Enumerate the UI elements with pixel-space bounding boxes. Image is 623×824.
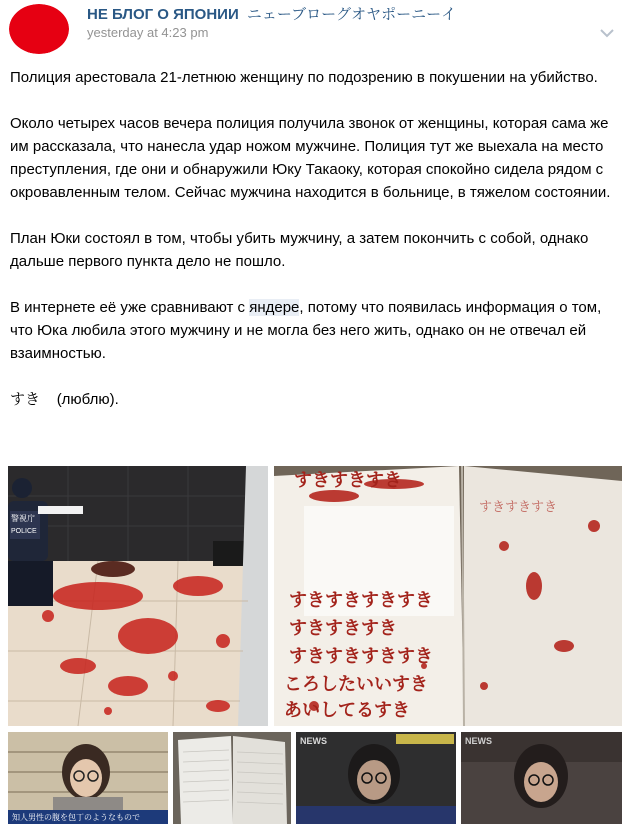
- chevron-down-icon[interactable]: [600, 28, 614, 38]
- notebook-line-2: すきすきすきすき: [289, 590, 433, 610]
- suspect-photo-3: [461, 732, 622, 824]
- notebook-line-7: あいしてるすき: [284, 700, 410, 720]
- notebook-line-4: すきすきすきすき: [289, 646, 433, 666]
- suki-ru: (люблю).: [56, 391, 119, 408]
- suki-jp: すき: [10, 391, 41, 408]
- police-badge-text: 警視庁: [11, 514, 35, 523]
- paragraph-call: Около четырех часов вечера полиция получила звонок от женщины, которая сама же им рассказала, что нанесла удар ножом мужчине. Полиция тут же выехала на место преступления, где они и обнаружили Юку Такаоку, которая спокойно сидела рядом с окровавленным телом. Сейчас мужчина находится в больнице, в тяжелом состоянии.: [10, 115, 611, 201]
- photo-suspect-3[interactable]: [461, 732, 622, 824]
- paragraph-internet-start: В интернете её уже сравнивают с: [10, 299, 250, 316]
- photo-crime-scene[interactable]: [8, 466, 268, 726]
- police-label: POLICE: [11, 528, 37, 535]
- photo-notebook-blank[interactable]: [173, 732, 291, 824]
- notebook-line-6: ころしたいいすき: [284, 674, 428, 694]
- paragraph-internet-end: , потому что появилась информация о том, что Юка любила этого мужчину и не могла без него жить, однако он не отвечал ей взаимностью.: [10, 299, 602, 362]
- thumb4-news-tag: NEWS: [465, 736, 492, 746]
- paragraph-arrest: Полиция арестовала 21-летнюю женщину по подозрению в покушении на убийство.: [10, 69, 598, 86]
- paragraph-suki: [10, 388, 615, 411]
- group-subtitle[interactable]: ニェーブローグオヤポーニーイ: [246, 6, 457, 23]
- post-timestamp[interactable]: yesterday at 4:23 pm: [87, 25, 209, 40]
- paragraph-internet: [10, 296, 615, 365]
- thumb1-caption: 知人男性の腹を包丁のようなもので: [12, 813, 140, 822]
- yandere-link[interactable]: яндере: [249, 299, 300, 316]
- photo-suspect-2[interactable]: [296, 732, 456, 824]
- crime-scene-image: [8, 466, 268, 726]
- post-body: [10, 66, 615, 411]
- post-title-line: [87, 3, 456, 24]
- blank-notebook-image: [173, 732, 291, 824]
- suspect-photo-1: [8, 732, 168, 824]
- notebook-image: [274, 466, 622, 726]
- suspect-photo-2: [296, 732, 456, 824]
- notebook-right-line: すきすきすき: [479, 499, 558, 514]
- notebook-line-3: すきすきすき: [289, 618, 397, 638]
- photo-notebook[interactable]: [274, 466, 622, 726]
- photo-suspect-1[interactable]: [8, 732, 168, 824]
- avatar[interactable]: [9, 4, 69, 54]
- group-name-link[interactable]: НЕ БЛОГ О ЯПОНИИ: [87, 6, 239, 23]
- notebook-line-1: すきすきすき: [294, 470, 402, 490]
- avatar-red-circle: [9, 4, 69, 54]
- post-header: [0, 0, 623, 60]
- photo-attachments: [0, 466, 623, 824]
- paragraph-plan: План Юки состоял в том, чтобы убить мужчину, а затем покончить с собой, однако дальше первого пункта дело не пошло.: [10, 230, 589, 270]
- thumb3-news-tag: NEWS: [300, 736, 327, 746]
